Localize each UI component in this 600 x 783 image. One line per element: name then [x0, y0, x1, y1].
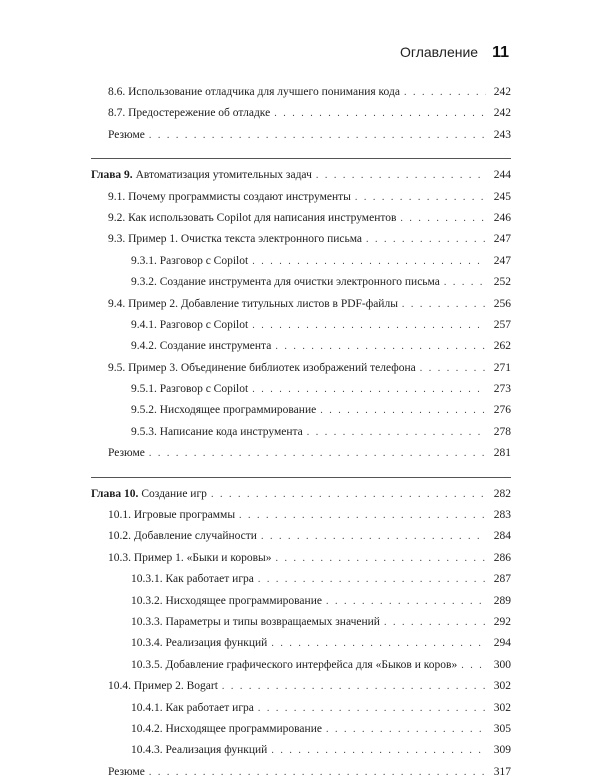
toc-page-number: 246: [493, 211, 511, 224]
toc-entry-label: 9.1. Почему программисты создают инструменты: [108, 190, 351, 203]
toc-leader-dots: [252, 315, 486, 336]
toc-section: [91, 158, 511, 464]
toc-leader-dots: [274, 103, 486, 124]
toc-page-number: 242: [493, 107, 511, 120]
toc-entry-label: 10.3.3. Параметры и типы возвращаемых значений: [131, 615, 380, 628]
toc-page-number: 294: [493, 637, 511, 650]
toc-entry-label: 8.6. Использование отладчика для лучшего понимания кода: [108, 86, 400, 98]
toc-leader-dots: [320, 400, 486, 421]
toc-chapter-title: Создание игр: [138, 487, 207, 500]
toc-leader-dots: [252, 251, 486, 272]
toc-entry[interactable]: [91, 443, 511, 464]
toc-leader-dots: [420, 358, 486, 379]
toc-page-number: 278: [493, 425, 511, 438]
table-of-contents: [91, 82, 511, 783]
toc-leader-dots: [271, 740, 486, 761]
toc-leader-dots: [252, 379, 486, 400]
toc-page-number: 284: [493, 530, 511, 543]
toc-entry-label: 9.4.2. Создание инструмента: [131, 340, 272, 353]
toc-leader-dots: [355, 187, 486, 208]
toc-entry-label: 9.2. Как использовать Copilot для написания инструментов: [108, 211, 397, 224]
toc-entry[interactable]: [91, 612, 511, 633]
toc-leader-dots: [222, 676, 486, 697]
toc-chapter-entry[interactable]: [91, 484, 511, 505]
toc-entry-label: 10.3.2. Нисходящее программирование: [131, 594, 322, 607]
toc-page-number: 271: [493, 361, 511, 374]
toc-page-number: 309: [493, 744, 511, 757]
toc-entry[interactable]: [91, 208, 511, 229]
toc-leader-dots: [404, 82, 486, 103]
toc-entry[interactable]: [91, 526, 511, 547]
toc-entry-label: Резюме: [108, 447, 145, 460]
toc-entry-label: Резюме: [108, 128, 145, 141]
toc-entry[interactable]: [91, 125, 511, 146]
toc-entry-label: 9.5.3. Написание кода инструмента: [131, 425, 303, 438]
toc-page-number: 256: [493, 297, 511, 310]
toc-leader-dots: [326, 719, 486, 740]
toc-section: [91, 82, 511, 146]
toc-section: [91, 477, 511, 783]
toc-page-number: 300: [493, 658, 511, 671]
toc-entry-label: 10.3.4. Реализация функций: [131, 637, 268, 650]
toc-entry-label: 10.3.5. Добавление графического интерфейса для «Быков и коров»: [131, 658, 458, 671]
toc-leader-dots: [307, 422, 486, 443]
toc-page-number: 281: [493, 447, 511, 460]
toc-entry[interactable]: [91, 676, 511, 697]
toc-chapter-prefix: Глава 9.: [91, 169, 133, 182]
toc-page-number: 247: [493, 233, 511, 246]
toc-entry-label: 10.3. Пример 1. «Быки и коровы»: [108, 551, 272, 564]
toc-entry-label: 9.3.2. Создание инструмента для очистки электронного письма: [131, 276, 440, 289]
toc-entry-label: 9.5. Пример 3. Объединение библиотек изображений телефона: [108, 361, 416, 374]
toc-entry[interactable]: [91, 82, 511, 103]
toc-leader-dots: [149, 125, 486, 146]
toc-page-number: 243: [493, 128, 511, 141]
toc-leader-dots: [149, 443, 486, 464]
toc-chapter-prefix: Глава 10.: [91, 487, 139, 500]
toc-entry[interactable]: [91, 422, 511, 443]
toc-entry[interactable]: [91, 229, 511, 250]
toc-leader-dots: [149, 762, 486, 783]
toc-leader-dots: [461, 655, 486, 676]
toc-entry-label: 8.7. Предостережение об отладке: [108, 107, 271, 120]
toc-entry[interactable]: [91, 505, 511, 526]
toc-leader-dots: [444, 272, 486, 293]
toc-page-number: 262: [493, 340, 511, 353]
toc-entry[interactable]: [91, 591, 511, 612]
toc-chapter-title: Автоматизация утомительных задач: [132, 169, 312, 182]
toc-leader-dots: [316, 165, 486, 186]
toc-page-number: 286: [493, 551, 511, 564]
toc-entry[interactable]: [91, 633, 511, 654]
toc-entry[interactable]: [91, 719, 511, 740]
toc-entry-label: 10.3.1. Как работает игра: [131, 573, 254, 586]
header-page-number: 11: [492, 44, 509, 61]
toc-page-number: 257: [493, 318, 511, 331]
toc-page-number: 292: [493, 615, 511, 628]
toc-page-number: 287: [493, 573, 511, 586]
toc-entry-label: 10.2. Добавление случайности: [108, 530, 257, 543]
toc-entry[interactable]: [91, 336, 511, 357]
toc-entry[interactable]: [91, 655, 511, 676]
toc-page-number: 245: [493, 190, 511, 203]
toc-leader-dots: [402, 294, 486, 315]
toc-page-number: 242: [493, 86, 511, 98]
toc-entry[interactable]: [91, 762, 511, 783]
toc-page-number: 283: [493, 509, 511, 522]
running-header: [400, 44, 509, 62]
toc-leader-dots: [275, 336, 486, 357]
toc-page-number: 252: [493, 276, 511, 289]
toc-entry-label: 9.3.1. Разговор с Copilot: [131, 254, 249, 267]
toc-entry[interactable]: [91, 294, 511, 315]
toc-leader-dots: [271, 633, 486, 654]
toc-entry-label: 9.3. Пример 1. Очистка текста электронного письма: [108, 233, 363, 246]
toc-leader-dots: [258, 569, 486, 590]
toc-page-number: 305: [493, 722, 511, 735]
toc-entry[interactable]: [91, 358, 511, 379]
toc-entry-label: Резюме: [108, 765, 145, 778]
toc-leader-dots: [384, 612, 486, 633]
toc-page-number: 282: [493, 487, 511, 500]
toc-entry[interactable]: [91, 272, 511, 293]
toc-entry[interactable]: [91, 400, 511, 421]
toc-entry[interactable]: [91, 315, 511, 336]
toc-page-number: 247: [493, 254, 511, 267]
toc-page-number: 317: [493, 765, 511, 778]
toc-page-number: 273: [493, 383, 511, 396]
toc-entry-label: 9.4. Пример 2. Добавление титульных листов в PDF-файлы: [108, 297, 398, 310]
toc-entry[interactable]: [91, 103, 511, 124]
toc-leader-dots: [275, 548, 486, 569]
toc-leader-dots: [261, 526, 486, 547]
toc-entry[interactable]: [91, 379, 511, 400]
toc-chapter-entry[interactable]: [91, 165, 511, 186]
toc-entry-label: 9.4.1. Разговор с Copilot: [131, 318, 249, 331]
toc-chapter-label: [91, 165, 312, 186]
toc-entry-label: 10.1. Игровые программы: [108, 509, 236, 522]
toc-entry-label: 9.5.1. Разговор с Copilot: [131, 383, 249, 396]
toc-leader-dots: [326, 591, 486, 612]
header-title: Оглавление: [400, 44, 479, 60]
toc-entry-label: 10.4.2. Нисходящее программирование: [131, 722, 322, 735]
toc-entry-label: 10.4. Пример 2. Bogart: [108, 680, 218, 693]
toc-entry[interactable]: [91, 569, 511, 590]
toc-entry-label: 10.4.3. Реализация функций: [131, 744, 268, 757]
toc-entry-label: 10.4.1. Как работает игра: [131, 701, 254, 714]
toc-entry[interactable]: [91, 698, 511, 719]
toc-page-number: 244: [493, 169, 511, 182]
toc-entry[interactable]: [91, 740, 511, 761]
toc-leader-dots: [211, 484, 486, 505]
toc-leader-dots: [400, 208, 486, 229]
toc-leader-dots: [258, 698, 486, 719]
toc-page-number: 302: [493, 701, 511, 714]
toc-entry-label: 9.5.2. Нисходящее программирование: [131, 404, 317, 417]
toc-leader-dots: [239, 505, 486, 526]
toc-entry[interactable]: [91, 251, 511, 272]
toc-page-number: 302: [493, 680, 511, 693]
toc-entry[interactable]: [91, 187, 511, 208]
toc-chapter-label: [91, 484, 207, 505]
toc-entry[interactable]: [91, 548, 511, 569]
toc-leader-dots: [366, 229, 486, 250]
toc-page-number: 276: [493, 404, 511, 417]
toc-page-number: 289: [493, 594, 511, 607]
